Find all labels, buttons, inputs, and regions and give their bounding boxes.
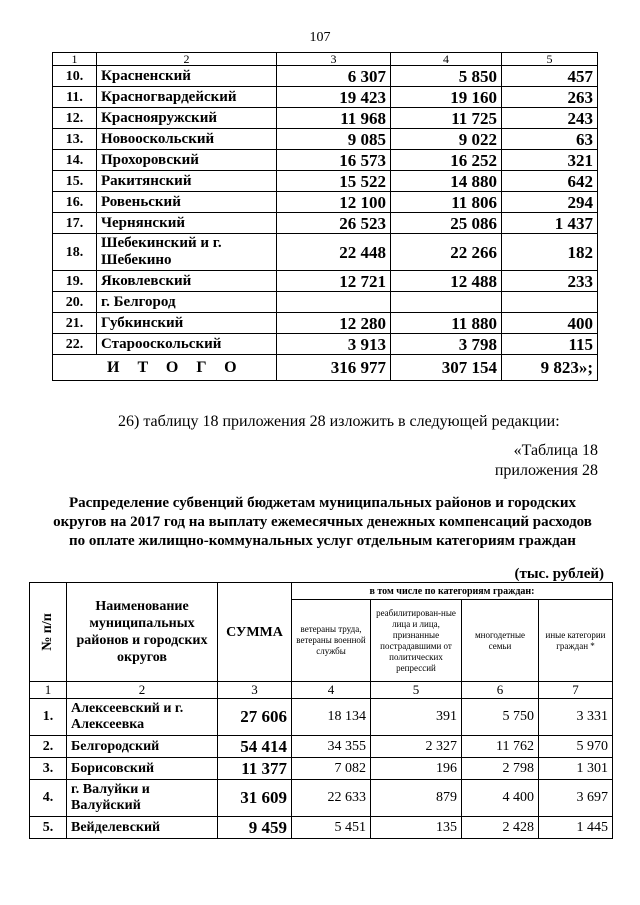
table-header-row xyxy=(53,53,598,66)
value-cell: 11 725 xyxy=(391,108,502,129)
value-cell: 1 445 xyxy=(539,817,613,839)
table-row xyxy=(30,758,613,780)
value-cell: 18 134 xyxy=(292,699,371,736)
value-cell: 6 307 xyxy=(277,66,391,87)
sum-cell: 31 609 xyxy=(218,780,292,817)
district-name: Вейделевский xyxy=(67,817,218,839)
row-number: 4. xyxy=(30,780,67,817)
value-cell: 19 423 xyxy=(277,87,391,108)
value-cell: 63 xyxy=(502,129,598,150)
row-number: 22. xyxy=(53,334,97,355)
subsidy-table xyxy=(29,582,613,839)
value-cell: 135 xyxy=(371,817,462,839)
value-cell: 391 xyxy=(371,699,462,736)
column-number: 6 xyxy=(462,682,539,699)
sum-cell: 54 414 xyxy=(218,736,292,758)
row-number: 12. xyxy=(53,108,97,129)
value-cell: 115 xyxy=(502,334,598,355)
row-number: 21. xyxy=(53,313,97,334)
row-number: 18. xyxy=(53,234,97,271)
column-number: 3 xyxy=(277,53,391,66)
units-label: (тыс. рублей) xyxy=(514,566,604,582)
value-cell: 7 082 xyxy=(292,758,371,780)
value-cell: 3 697 xyxy=(539,780,613,817)
row-number: 20. xyxy=(53,292,97,313)
sum-header: СУММА xyxy=(218,583,292,682)
sum-cell: 27 606 xyxy=(218,699,292,736)
value-cell: 263 xyxy=(502,87,598,108)
table-row xyxy=(53,292,598,313)
district-name: Краснояружский xyxy=(97,108,277,129)
table-row xyxy=(53,150,598,171)
table-row xyxy=(53,129,598,150)
table-row xyxy=(53,171,598,192)
district-name: Чернянский xyxy=(97,213,277,234)
value-cell: 11 880 xyxy=(391,313,502,334)
value-cell xyxy=(502,292,598,313)
value-cell: 243 xyxy=(502,108,598,129)
value-cell: 321 xyxy=(502,150,598,171)
table-row xyxy=(53,192,598,213)
row-number: 11. xyxy=(53,87,97,108)
column-number: 1 xyxy=(53,53,97,66)
district-name: Борисовский xyxy=(67,758,218,780)
value-cell: 12 280 xyxy=(277,313,391,334)
value-cell: 5 451 xyxy=(292,817,371,839)
column-number: 4 xyxy=(292,682,371,699)
value-cell: 2 428 xyxy=(462,817,539,839)
value-cell: 1 437 xyxy=(502,213,598,234)
district-name: г. Валуйки и Валуйский xyxy=(67,780,218,817)
district-table-continued xyxy=(52,52,598,381)
value-cell: 11 762 xyxy=(462,736,539,758)
district-name: Старооскольский xyxy=(97,334,277,355)
value-cell: 16 573 xyxy=(277,150,391,171)
value-cell: 11 968 xyxy=(277,108,391,129)
district-name: Шебекинский и г. Шебекино xyxy=(97,234,277,271)
table-row xyxy=(30,780,613,817)
column-number: 3 xyxy=(218,682,292,699)
value-cell: 9 022 xyxy=(391,129,502,150)
value-cell: 2 798 xyxy=(462,758,539,780)
value-cell: 294 xyxy=(502,192,598,213)
value-cell: 15 522 xyxy=(277,171,391,192)
value-cell: 22 266 xyxy=(391,234,502,271)
district-name: Красненский xyxy=(97,66,277,87)
row-number: 3. xyxy=(30,758,67,780)
row-number: 5. xyxy=(30,817,67,839)
district-name: Новооскольский xyxy=(97,129,277,150)
rehabilitated-header: реабилитирован-ные лица и лица, признанные пострадавшими от политических репрессий xyxy=(371,600,462,682)
table-row xyxy=(30,817,613,839)
district-name: Губкинский xyxy=(97,313,277,334)
value-cell: 34 355 xyxy=(292,736,371,758)
value-cell: 12 488 xyxy=(391,271,502,292)
district-name: Алексеевский и г. Алексеевка xyxy=(67,699,218,736)
table-reference-line1: «Таблица 18 xyxy=(513,442,598,459)
column-number: 5 xyxy=(502,53,598,66)
column-number: 5 xyxy=(371,682,462,699)
sum-cell: 9 459 xyxy=(218,817,292,839)
name-header: Наименование муниципальных районов и городских округов xyxy=(67,583,218,682)
row-number: 16. xyxy=(53,192,97,213)
table-row xyxy=(53,334,598,355)
total-row xyxy=(53,355,598,381)
value-cell: 12 721 xyxy=(277,271,391,292)
value-cell: 9 085 xyxy=(277,129,391,150)
value-cell: 16 252 xyxy=(391,150,502,171)
other-categories-header: иные категории граждан * xyxy=(539,600,613,682)
value-cell: 19 160 xyxy=(391,87,502,108)
value-cell: 457 xyxy=(502,66,598,87)
table-row xyxy=(53,234,598,271)
table-row xyxy=(30,736,613,758)
district-name: Яковлевский xyxy=(97,271,277,292)
large-families-header: многодетные семьи xyxy=(462,600,539,682)
value-cell xyxy=(391,292,502,313)
value-cell: 233 xyxy=(502,271,598,292)
value-cell: 879 xyxy=(371,780,462,817)
value-cell: 400 xyxy=(502,313,598,334)
value-cell: 182 xyxy=(502,234,598,271)
value-cell: 4 400 xyxy=(462,780,539,817)
value-cell: 2 327 xyxy=(371,736,462,758)
district-name: Прохоровский xyxy=(97,150,277,171)
row-number: 19. xyxy=(53,271,97,292)
value-cell: 25 086 xyxy=(391,213,502,234)
row-number: 1. xyxy=(30,699,67,736)
row-number: 15. xyxy=(53,171,97,192)
table-row xyxy=(53,213,598,234)
page-number: 107 xyxy=(309,30,331,45)
row-number: 17. xyxy=(53,213,97,234)
value-cell: 22 448 xyxy=(277,234,391,271)
category-group-header: в том числе по категориям граждан: xyxy=(292,583,613,600)
value-cell: 196 xyxy=(371,758,462,780)
row-number: 13. xyxy=(53,129,97,150)
district-name: Белгородский xyxy=(67,736,218,758)
column-number: 2 xyxy=(67,682,218,699)
value-cell: 12 100 xyxy=(277,192,391,213)
column-numbers-row xyxy=(30,682,613,699)
value-cell: 1 301 xyxy=(539,758,613,780)
value-cell: 26 523 xyxy=(277,213,391,234)
value-cell: 5 970 xyxy=(539,736,613,758)
value-cell: 3 913 xyxy=(277,334,391,355)
table-title: Распределение субвенций бюджетам муниципальных районов и городских округов на 2017 год на выплату ежемесячных денежных компенсаций расходов по оплате жилищно-коммунальных услуг отдельным категориям граждан xyxy=(53,495,592,549)
row-number: 10. xyxy=(53,66,97,87)
table-row xyxy=(53,271,598,292)
table-row xyxy=(53,108,598,129)
amendment-paragraph: 26) таблицу 18 приложения 28 изложить в следующей редакции: xyxy=(118,413,560,430)
row-number: 14. xyxy=(53,150,97,171)
table-row xyxy=(53,87,598,108)
total-value: 307 154 xyxy=(391,355,502,381)
district-name: г. Белгород xyxy=(97,292,277,313)
value-cell: 11 806 xyxy=(391,192,502,213)
district-name: Ровеньский xyxy=(97,192,277,213)
value-cell: 5 750 xyxy=(462,699,539,736)
total-label: ИТОГО xyxy=(53,355,277,381)
sum-cell: 11 377 xyxy=(218,758,292,780)
header-row xyxy=(30,583,613,600)
column-number: 7 xyxy=(539,682,613,699)
district-name: Ракитянский xyxy=(97,171,277,192)
veterans-header: ветераны труда, ветераны военной службы xyxy=(292,600,371,682)
total-value: 9 823»; xyxy=(502,355,598,381)
value-cell: 14 880 xyxy=(391,171,502,192)
column-number: 1 xyxy=(30,682,67,699)
value-cell: 3 331 xyxy=(539,699,613,736)
column-number: 2 xyxy=(97,53,277,66)
value-cell: 642 xyxy=(502,171,598,192)
row-number: 2. xyxy=(30,736,67,758)
district-name: Красногвардейский xyxy=(97,87,277,108)
value-cell xyxy=(277,292,391,313)
table-row xyxy=(53,66,598,87)
value-cell: 22 633 xyxy=(292,780,371,817)
value-cell: 3 798 xyxy=(391,334,502,355)
row-number-header: № п/п xyxy=(30,583,67,682)
table-row xyxy=(53,313,598,334)
value-cell: 5 850 xyxy=(391,66,502,87)
table-reference-line2: приложения 28 xyxy=(494,462,598,479)
column-number: 4 xyxy=(391,53,502,66)
table-row xyxy=(30,699,613,736)
total-value: 316 977 xyxy=(277,355,391,381)
